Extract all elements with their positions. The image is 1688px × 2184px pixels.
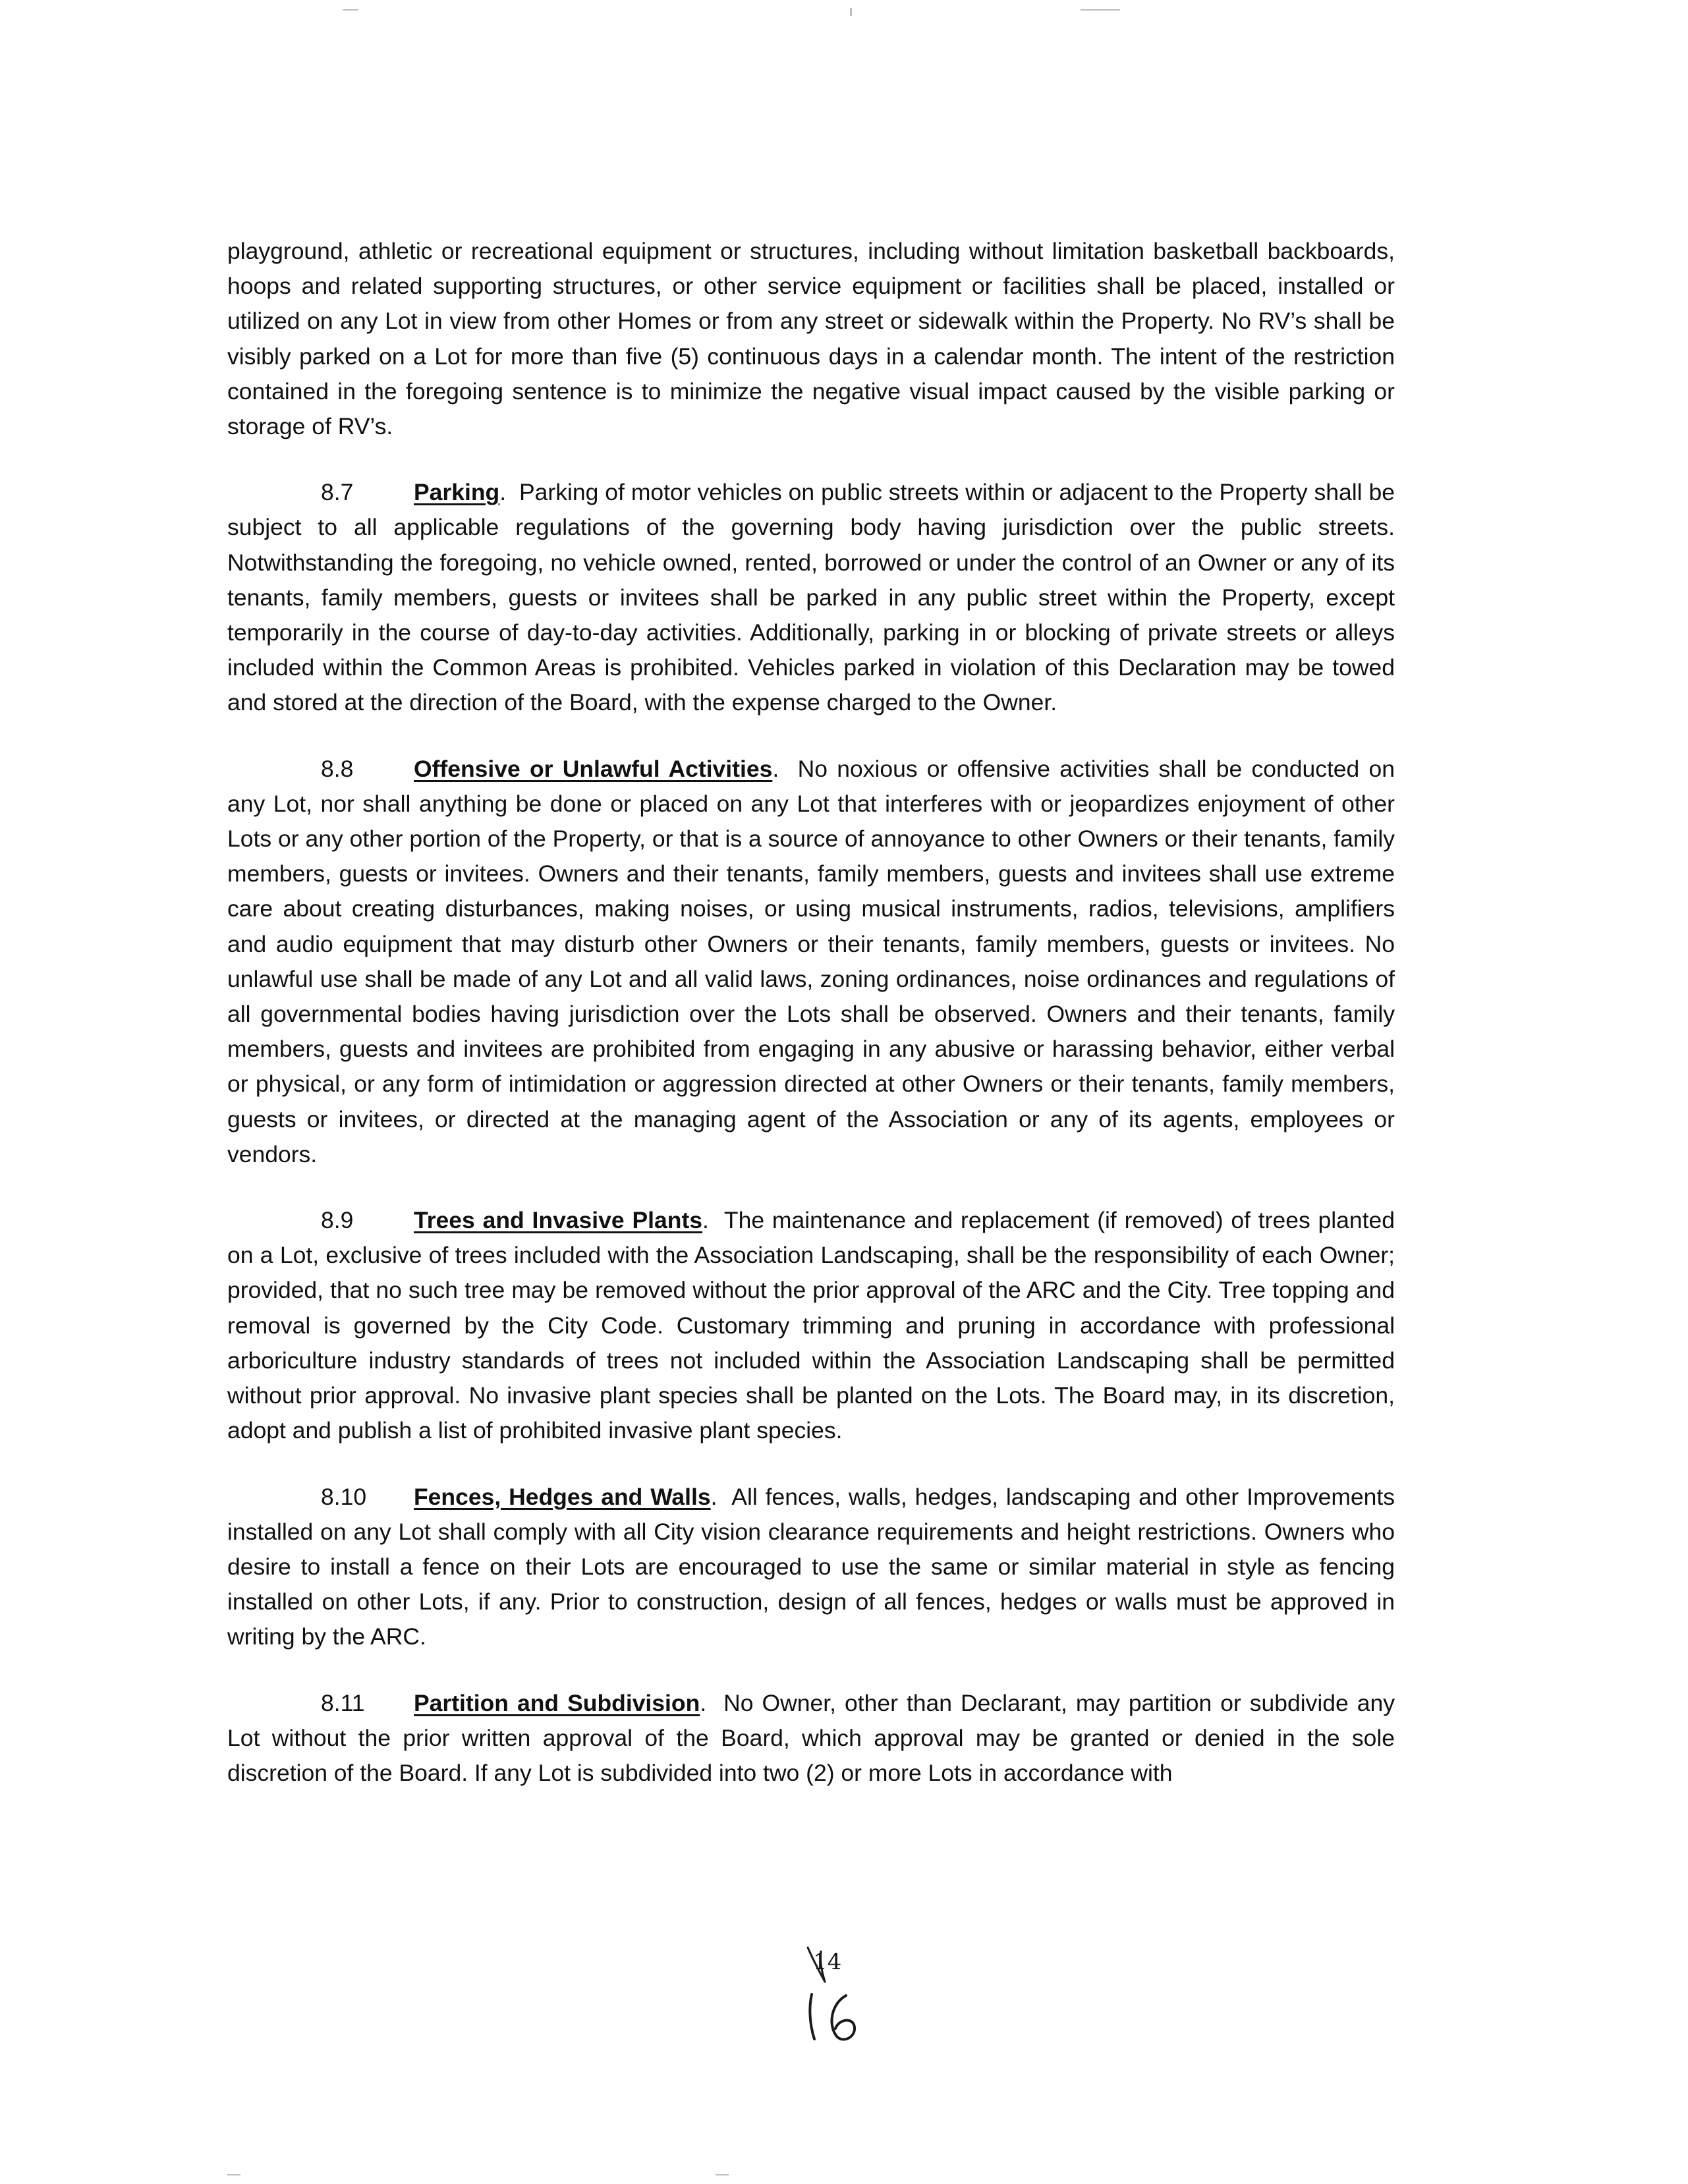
section-text: The maintenance and replacement (if removed) of trees planted on a Lot, exclusive of trees included with the Association Landscaping, shall be the responsibility of each Owner; provided, that no such tree may be removed without the prior approval of the ARC and the City. Tree topping and removal is governed by the City Code. Customary trimming and pruning in accordance with professional arboriculture industry standards of trees not included within the Association Landscaping shall be permitted without prior approval. No invasive plant species shall be planted on the Lots. The Board may, in its discretion, adopt and publish a list of prohibited invasive plant species. bbox=[227, 1207, 1395, 1444]
heading-suffix: . bbox=[710, 1483, 717, 1510]
section-8-8 bbox=[227, 752, 1395, 1172]
handwritten-page-number bbox=[805, 1986, 911, 2046]
continuation-text: playground, athletic or recreational equipment or structures, including without limitation basketball backboards, hoops and related supporting structures, or other service equipment or facilities shall be placed, installed or utilized on any Lot in view from other Homes or from any street or sidewalk within the Property. No RV’s shall be visibly parked on a Lot for more than five (5) continuous days in a calendar month. The intent of the restriction contained in the foregoing sentence is to minimize the negative visual impact caused by the visible parking or storage of RV’s. bbox=[227, 238, 1395, 440]
section-text: All fences, walls, hedges, landscaping and other Improvements installed on any Lot shall comply with all City vision clearance requirements and height restrictions. Owners who desire to install a fence on their Lots are encouraged to use the same or similar material in style as fencing installed on other Lots, if any. Prior to construction, design of all fences, hedges or walls must be approved in writing by the ARC. bbox=[227, 1483, 1395, 1650]
printed-page-number-text: 14 bbox=[813, 1949, 842, 1975]
heading-suffix: . bbox=[772, 755, 779, 782]
heading-suffix: . bbox=[700, 1689, 707, 1716]
scan-artifact bbox=[343, 9, 358, 11]
section-number: 8.7 bbox=[321, 479, 354, 506]
heading-suffix: . bbox=[499, 479, 507, 506]
heading-suffix: . bbox=[702, 1207, 709, 1234]
section-text: Parking of motor vehicles on public streets within or adjacent to the Property shall be subject to all applicable regulations of the governing body having jurisdiction over the public streets. Notwithstanding the foregoing, no vehicle owned, rented, borrowed or under the control of an Owner or any of its tenants, family members, guests or invitees shall be parked in any public street within the Property, except temporarily in the course of day-to-day activities. Additionally, parking in or blocking of private streets or alleys included within the Common Areas is prohibited. Vehicles parked in violation of this Declaration may be towed and stored at the direction of the Board, with the expense charged to the Owner. bbox=[227, 479, 1395, 716]
section-8-11 bbox=[227, 1686, 1395, 1791]
section-text: No noxious or offensive activities shall be conducted on any Lot, nor shall anything be done or placed on any Lot that interferes with or jeopardizes enjoyment of other Lots or any other portion of the Property, or that is a source of annoyance to other Owners or their tenants, family members, guests or invitees. Owners and their tenants, family members, guests and invitees shall use extreme care about creating disturbances, making noises, or using musical instruments, radios, televisions, amplifiers and audio equipment that may disturb other Owners or their tenants, family members, guests or invitees. No unlawful use shall be made of any Lot and all valid laws, zoning ordinances, noise ordinances and regulations of all governmental bodies having jurisdiction over the Lots shall be observed. Owners and their tenants, family members, guests and invitees are prohibited from engaging in any abusive or harassing behavior, either verbal or physical, or any form of intimidation or aggression directed at other Owners or their tenants, family members, guests or invitees, or directed at the managing agent of the Association or any of its agents, employees or vendors. bbox=[227, 755, 1395, 1167]
section-heading: Trees and Invasive Plants bbox=[414, 1207, 703, 1234]
document-body bbox=[227, 234, 1395, 1822]
section-heading: Parking bbox=[414, 479, 500, 506]
section-number: 8.11 bbox=[321, 1689, 365, 1716]
section-8-7 bbox=[227, 475, 1395, 720]
section-8-10 bbox=[227, 1480, 1395, 1655]
section-8-9 bbox=[227, 1203, 1395, 1448]
section-heading: Fences, Hedges and Walls bbox=[414, 1483, 711, 1510]
section-number: 8.10 bbox=[321, 1483, 367, 1510]
scan-artifact bbox=[850, 8, 852, 16]
handwritten-strike-mark bbox=[805, 1944, 831, 1990]
section-number: 8.9 bbox=[321, 1207, 354, 1234]
scan-artifact bbox=[227, 2174, 240, 2175]
section-heading: Partition and Subdivision bbox=[414, 1689, 700, 1716]
scan-artifact bbox=[716, 2174, 729, 2175]
continuation-paragraph bbox=[227, 234, 1395, 444]
section-text: No Owner, other than Declarant, may partition or subdivide any Lot without the prior written approval of the Board, which approval may be granted or denied in the sole discretion of the Board. If any Lot is subdivided into two (2) or more Lots in accordance with bbox=[227, 1689, 1395, 1786]
section-heading: Offensive or Unlawful Activities bbox=[414, 755, 773, 782]
scan-artifact bbox=[1081, 9, 1120, 11]
section-number: 8.8 bbox=[321, 755, 354, 782]
